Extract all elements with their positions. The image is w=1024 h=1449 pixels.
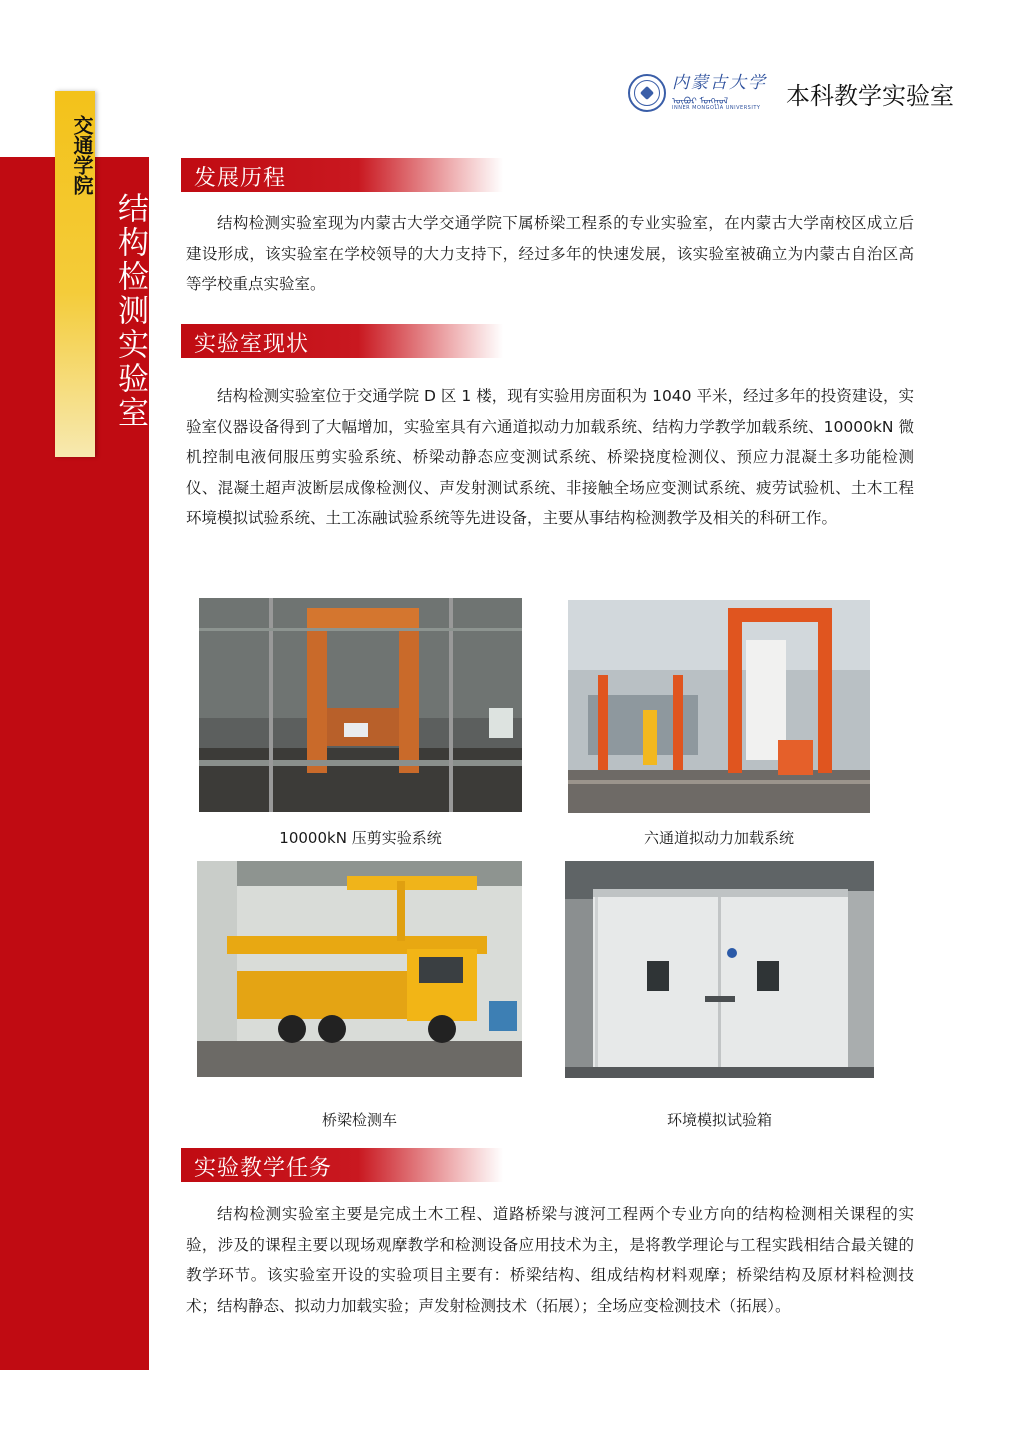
section-body-history: 结构检测实验室现为内蒙古大学交通学院下属桥梁工程系的专业实验室，在内蒙古大学南校区成立后建设形成，该实验室在学校领导的大力支持下，经过多年的快速发展，该实验室被确立为内蒙古自治区高等学校重点实验室。 — [186, 214, 914, 293]
university-logo-text: 内蒙古大学 — [672, 73, 767, 93]
photo-caption: 10000kN 压剪实验系统 — [279, 829, 442, 847]
section-heading-text: 实验教学任务 — [194, 1156, 333, 1181]
photo-six-channel-loading — [568, 600, 870, 813]
section-heading-teaching — [181, 1148, 503, 1182]
section-heading-status — [181, 324, 503, 358]
university-seal-icon — [628, 74, 666, 112]
college-name: 交通学院 — [70, 115, 94, 195]
photo-bridge-inspection-truck — [197, 861, 522, 1077]
header-title: 本科教学实验室 — [786, 81, 954, 110]
photo-environment-chamber — [565, 861, 874, 1078]
university-logotype — [672, 73, 782, 113]
section-body-status: 结构检测实验室位于交通学院 D 区 1 楼，现有实验用房面积为 1040 平米，经过多年的投资建设，实验室仪器设备得到了大幅增加，实验室具有六通道拟动力加载系统、结构力学教学加载系统、10000kN 微机控制电液伺服压剪实验系统、桥梁动静态应变测试系统、桥梁挠度检测仪、预应力混凝土多功能检测仪、混凝土超声波断层成像检测仪、声发射测试系统、非接触全场应变测试系统、疲劳试验机、土木工程环境模拟试验系统、土工冻融试验系统等先进设备，主要从事结构检测教学及相关的科研工作。 — [186, 387, 914, 527]
section-body-teaching: 结构检测实验室主要是完成土木工程、道路桥梁与渡河工程两个专业方向的结构检测相关课程的实验，涉及的课程主要以现场观摩教学和检测设备应用技术为主，是将教学理论与工程实践相结合最关键的教学环节。该实验室开设的实验项目主要有：桥梁结构、组成结构材料观摩；桥梁结构及原材料检测技术；结构静态、拟动力加载实验；声发射检测技术（拓展）；全场应变检测技术（拓展）。 — [186, 1205, 914, 1315]
college-tab — [55, 91, 95, 457]
photo-caption: 六通道拟动力加载系统 — [643, 829, 794, 847]
photo-press-shear-system — [199, 598, 522, 812]
section-heading-text: 发展历程 — [194, 166, 287, 191]
header-logo — [628, 70, 954, 116]
photo-caption: 环境模拟试验箱 — [666, 1111, 772, 1129]
section-heading-history — [181, 158, 503, 192]
photo-caption: 桥梁检测车 — [321, 1111, 397, 1129]
lab-name-vertical: 结构检测实验室 — [112, 192, 148, 430]
section-heading-text: 实验室现状 — [194, 332, 310, 357]
university-mongolian: ᠥᠪᠥᠷ ᠮᠣᠩᠭᠣᠯ — [672, 97, 729, 107]
university-english: INNER MONGOLIA UNIVERSITY — [672, 105, 761, 111]
